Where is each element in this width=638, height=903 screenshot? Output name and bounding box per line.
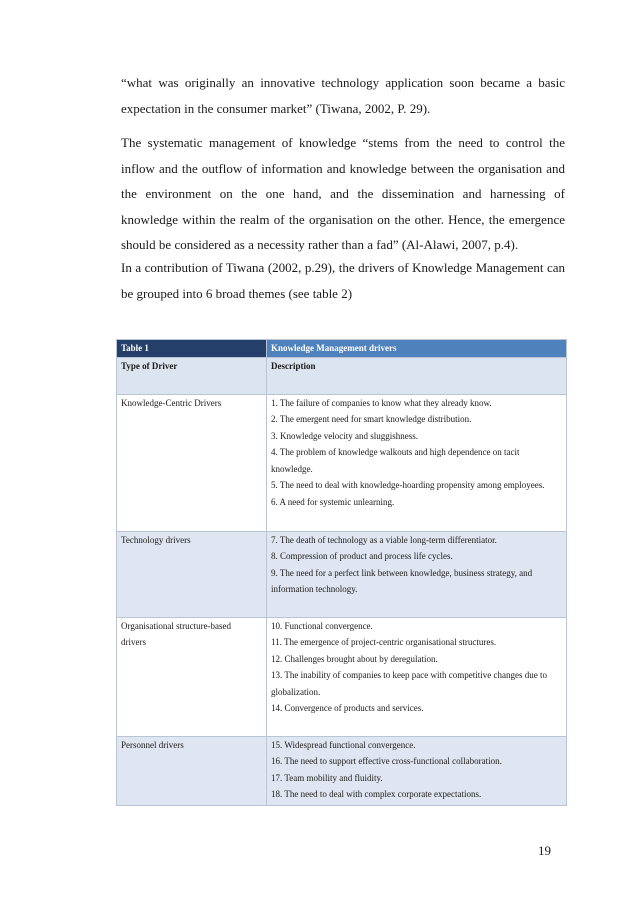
- driver-type-cell: [117, 531, 267, 617]
- column-header-description: Description: [267, 357, 567, 394]
- driver-item: 13. The inability of companies to keep pace with competitive changes due to globalization.: [271, 670, 548, 697]
- driver-item: 16. The need to support effective cross-functional collaboration.: [271, 756, 502, 766]
- table-title-row: [117, 340, 567, 358]
- driver-description-cell: [267, 531, 567, 617]
- driver-type-label: drivers: [121, 637, 146, 647]
- driver-type-cell: [117, 394, 267, 531]
- driver-item: 15. Widespread functional convergence.: [271, 739, 416, 750]
- table-row-personnel: [117, 736, 567, 805]
- driver-type-label: Personnel drivers: [121, 739, 184, 750]
- driver-type-label: Technology drivers: [121, 534, 191, 545]
- page-number: 19: [538, 843, 551, 858]
- driver-item: 11. The emergence of project-centric organisational structures.: [271, 637, 497, 647]
- driver-item: 2. The emergent need for smart knowledge distribution.: [271, 414, 472, 424]
- driver-item: 6. A need for systemic unlearning.: [271, 496, 395, 507]
- driver-type-cell: [117, 736, 267, 805]
- driver-description-cell: [267, 736, 567, 805]
- driver-description-cell: [267, 617, 567, 736]
- driver-item: 1. The failure of companies to know what they already know.: [271, 397, 492, 408]
- driver-item: 18. The need to deal with complex corporate expectations.: [271, 789, 482, 799]
- table-row-technology: [117, 531, 567, 617]
- quote-paragraph: “what was originally an innovative technology application soon became a basic expectation in the consumer market” (Tiwana, 2002, P. 29).: [121, 75, 565, 116]
- knowledge-management-drivers-table: [116, 339, 567, 806]
- column-header-type: Type of Driver: [117, 357, 267, 394]
- driver-item: 14. Convergence of products and services.: [271, 703, 424, 713]
- driver-item: 7. The death of technology as a viable long-term differentiator.: [271, 534, 497, 545]
- driver-item: 9. The need for a perfect link between knowledge, business strategy, and information technology.: [271, 567, 533, 594]
- driver-item: 3. Knowledge velocity and sluggishness.: [271, 430, 418, 441]
- driver-description-cell: [267, 394, 567, 531]
- driver-type-label: Organisational structure-based: [121, 620, 232, 631]
- driver-item: 10. Functional convergence.: [271, 620, 373, 631]
- driver-item: 17. Team mobility and fluidity.: [271, 772, 383, 783]
- driver-item: 4. The problem of knowledge walkouts and high dependence on tacit knowledge.: [271, 447, 520, 474]
- table-row-knowledge-centric: [117, 394, 567, 531]
- driver-item: 12. Challenges brought about by deregulation.: [271, 653, 438, 664]
- table-title: Knowledge Management drivers: [267, 340, 567, 358]
- driver-type-cell: [117, 617, 267, 736]
- body-paragraph-drivers-intro: In a contribution of Tiwana (2002, p.29), the drivers of Knowledge Management can be grouped into 6 broad themes (see table 2): [121, 260, 565, 301]
- driver-item: 5. The need to deal with knowledge-hoarding propensity among employees.: [271, 480, 545, 490]
- body-paragraph-systematic-management: The systematic management of knowledge “stems from the need to control the inflow and the outflow of information and knowledge between the organisation and the environment on the one hand, and the dissemination and harnessing of knowledge within the realm of the organisation on the other. Hence, the emergence should be considered as a necessity rather than a fad” (Al-Alawi, 2007, p.4).: [121, 135, 565, 252]
- table-row-organisational-structure: [117, 617, 567, 736]
- table-caption: Table 1: [117, 340, 267, 358]
- table-header-row: [117, 357, 567, 394]
- driver-type-label: Knowledge-Centric Drivers: [121, 397, 222, 408]
- driver-item: 8. Compression of product and process life cycles.: [271, 551, 453, 561]
